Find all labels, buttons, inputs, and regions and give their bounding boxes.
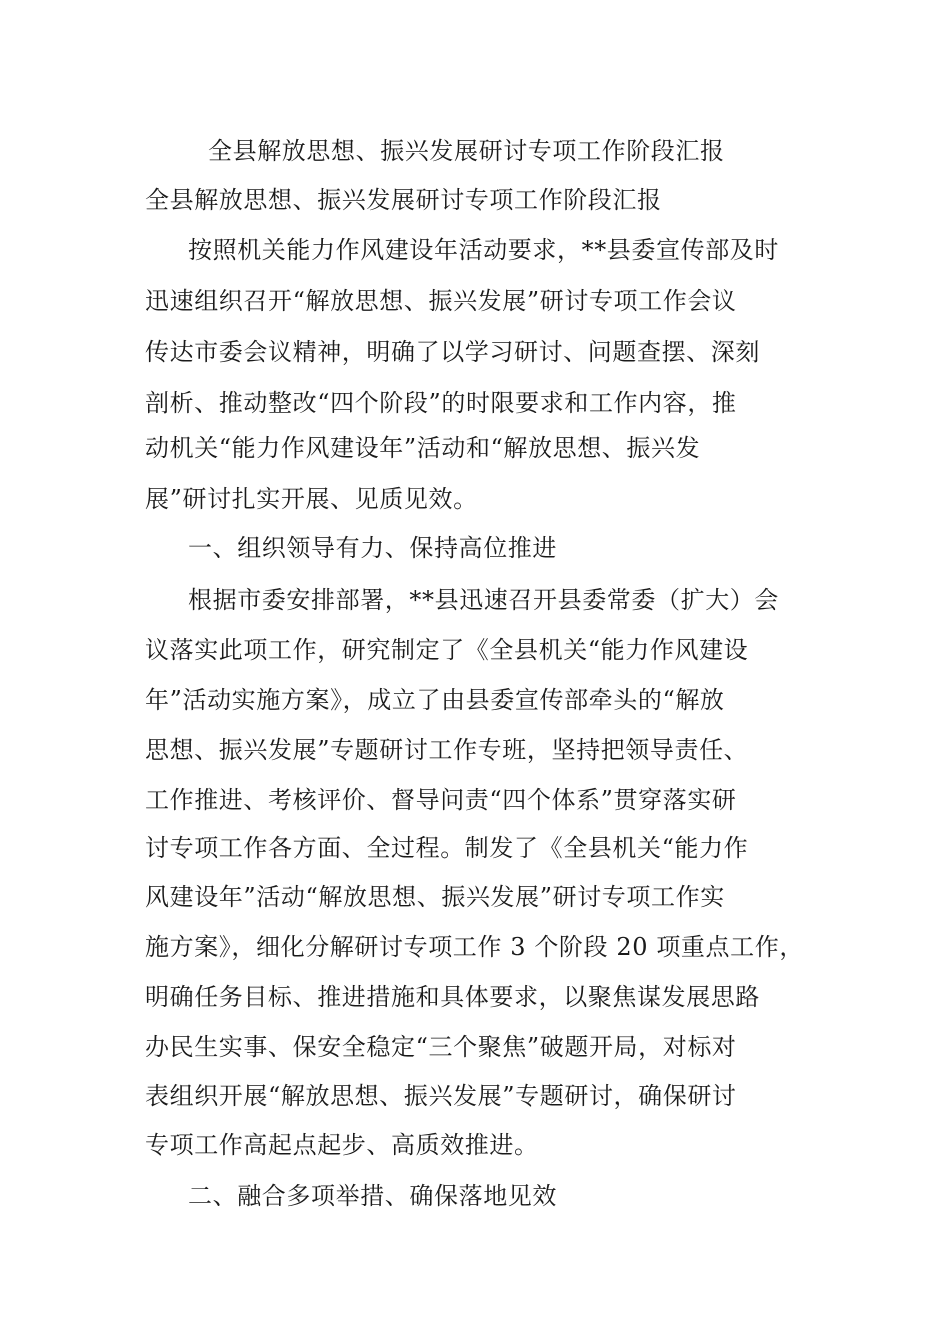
- paragraph-line: 根据市委安排部署，**县迅速召开县委常委（扩大）会: [188, 586, 779, 614]
- paragraph-line: 动机关“能力作风建设年”活动和“解放思想、振兴发: [145, 434, 701, 462]
- paragraph-line: 按照机关能力作风建设年活动要求，**县委宣传部及时: [188, 236, 779, 264]
- document-subtitle: 全县解放思想、振兴发展研讨专项工作阶段汇报: [145, 186, 662, 214]
- document-title: 全县解放思想、振兴发展研讨专项工作阶段汇报: [208, 137, 725, 165]
- paragraph-line: 专项工作高起点起步、高质效推进。: [145, 1131, 539, 1159]
- paragraph-line: 讨专项工作各方面、全过程。制发了《全县机关“能力作: [145, 834, 749, 862]
- section-heading-2: 二、融合多项举措、确保落地见效: [188, 1182, 557, 1210]
- paragraph-line: 表组织开展“解放思想、振兴发展”专题研讨，确保研讨: [145, 1082, 737, 1110]
- paragraph-line: 迅速组织召开“解放思想、振兴发展”研讨专项工作会议: [145, 287, 737, 315]
- paragraph-line: 思想、振兴发展”专题研讨工作专班，坚持把领导责任、: [145, 736, 749, 764]
- paragraph-line: 传达市委会议精神，明确了以学习研讨、问题查摆、深刻: [145, 338, 760, 366]
- paragraph-line: 展”研讨扎实开展、见质见效。: [145, 485, 478, 513]
- paragraph-line: 议落实此项工作，研究制定了《全县机关“能力作风建设: [145, 636, 749, 664]
- paragraph-line: 剖析、推动整改“四个阶段”的时限要求和工作内容，推: [145, 389, 737, 417]
- paragraph-line: 办民生实事、保安全稳定“三个聚焦”破题开局，对标对: [145, 1033, 737, 1061]
- paragraph-line: 风建设年”活动“解放思想、振兴发展”研讨专项工作实: [145, 883, 725, 911]
- paragraph-line: 年”活动实施方案》，成立了由县委宣传部牵头的“解放: [145, 686, 725, 714]
- paragraph-line: 工作推进、考核评价、督导问责“四个体系”贯穿落实研: [145, 786, 737, 814]
- section-heading-1: 一、组织领导有力、保持高位推进: [188, 534, 557, 562]
- paragraph-line: 明确任务目标、推进措施和具体要求，以聚焦谋发展思路: [145, 983, 760, 1011]
- paragraph-line: 施方案》，细化分解研讨专项工作 3 个阶段 20 项重点工作，: [145, 933, 804, 961]
